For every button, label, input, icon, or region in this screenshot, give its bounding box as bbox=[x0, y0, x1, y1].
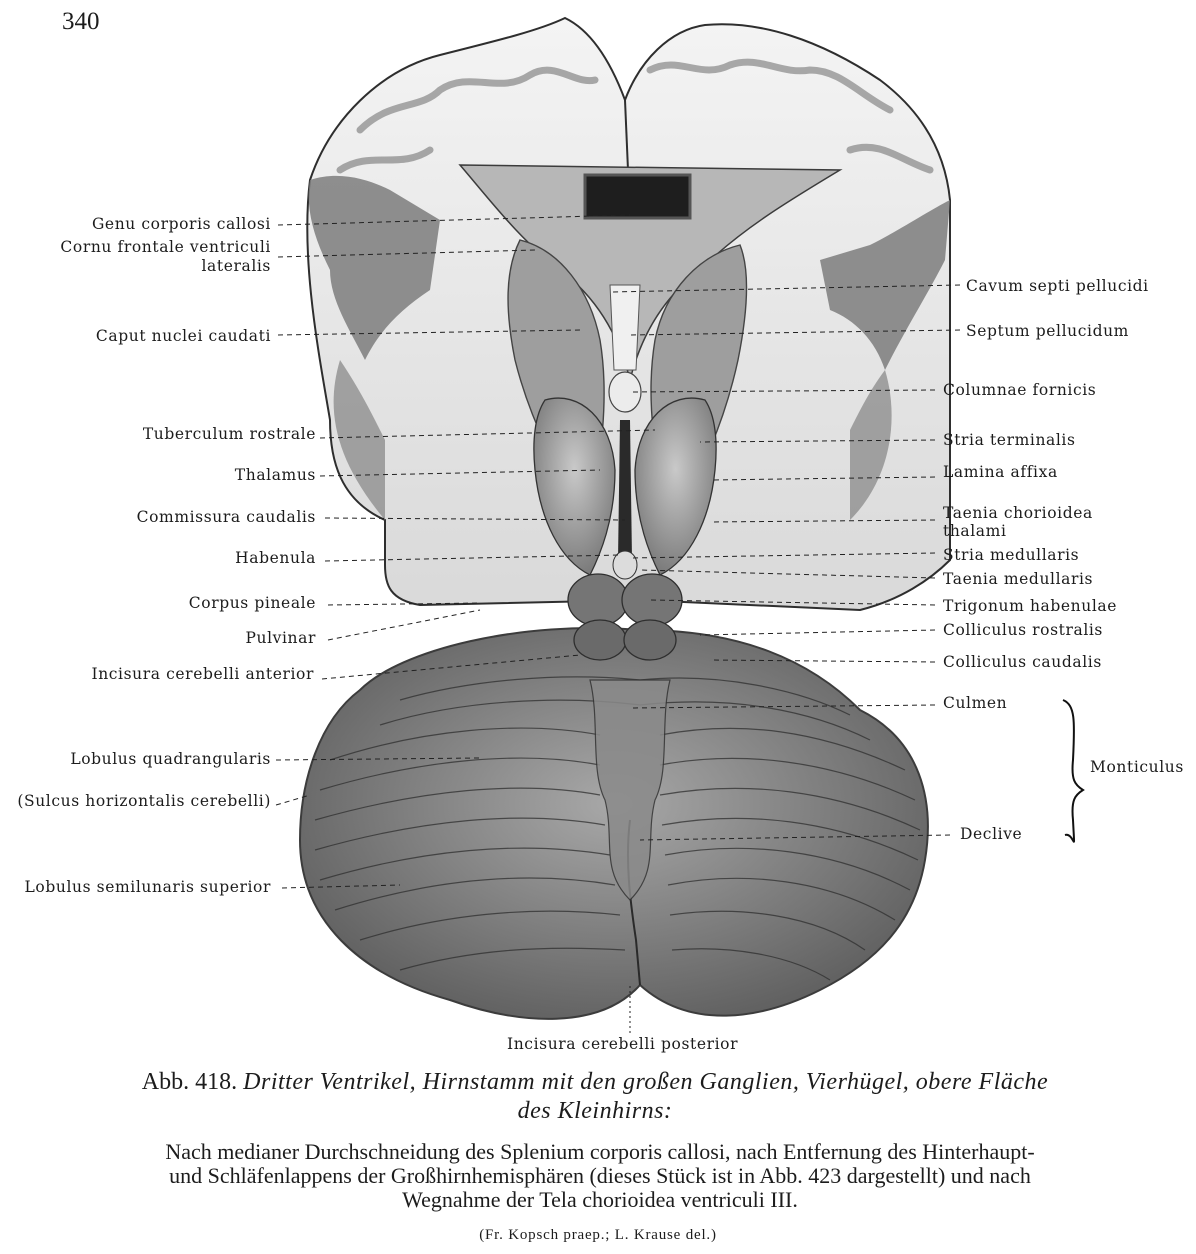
label-monticulus: Monticulus bbox=[1090, 758, 1184, 776]
caption-title-line-2: des Kleinhirns: bbox=[517, 1098, 673, 1124]
label-colliculus-caudalis: Colliculus caudalis bbox=[943, 653, 1102, 671]
label-culmen: Culmen bbox=[943, 694, 1008, 712]
caption-title-line-1: Dritter Ventrikel, Hirnstamm mit den großen Ganglien, Vierhügel, obere Fläche bbox=[243, 1069, 1049, 1095]
label-lobulus-semilunaris-superior: Lobulus semilunaris superior bbox=[24, 878, 271, 896]
page-number: 340 bbox=[62, 8, 100, 35]
label-tuberculum-rostrale: Tuberculum rostrale bbox=[142, 425, 316, 443]
figure-credit: (Fr. Kopsch praep.; L. Krause del.) bbox=[479, 1227, 717, 1243]
figure-number: Abb. 418. bbox=[141, 1069, 238, 1095]
label-cavum-septi-pellucidi: Cavum septi pellucidi bbox=[966, 277, 1149, 295]
caption-body-line-2: und Schläfenlappens der Großhirnhemisphären (dieses Stück ist in Abb. 423 dargestellt) und nach bbox=[169, 1163, 1031, 1188]
cerebellum bbox=[300, 628, 928, 1019]
label-pulvinar: Pulvinar bbox=[245, 629, 316, 647]
label-taenia-chorioidea: Taenia chorioidea bbox=[943, 504, 1093, 522]
label-genu-corporis-callosi: Genu corporis callosi bbox=[91, 215, 271, 233]
label-incisura-cerebelli-anterior: Incisura cerebelli anterior bbox=[91, 665, 314, 683]
label-incisura-cerebelli-posterior: Incisura cerebelli posterior bbox=[507, 1035, 739, 1053]
monticulus-brace bbox=[1063, 700, 1083, 842]
label-lamina-affixa: Lamina affixa bbox=[943, 463, 1058, 481]
caption-body-line-3: Wegnahme der Tela chorioidea ventriculi III. bbox=[402, 1187, 798, 1212]
caption-body-line-1: Nach medianer Durchschneidung des Splenium corporis callosi, nach Entfernung des Hinterhaupt- bbox=[165, 1139, 1035, 1164]
label-cornu-frontale-2: lateralis bbox=[201, 257, 271, 275]
label-lobulus-quadrangularis: Lobulus quadrangularis bbox=[70, 750, 271, 768]
label-colliculus-rostralis: Colliculus rostralis bbox=[943, 621, 1103, 639]
label-declive: Declive bbox=[960, 825, 1023, 843]
label-taenia-medullaris: Taenia medullaris bbox=[943, 570, 1094, 588]
label-trigonum-habenulae: Trigonum habenulae bbox=[943, 597, 1118, 615]
label-caput-nuclei-caudati: Caput nuclei caudati bbox=[95, 327, 271, 345]
label-thalamus: Thalamus bbox=[234, 466, 316, 484]
figure-caption-title bbox=[40, 1068, 1150, 1126]
label-cornu-frontale: Cornu frontale ventriculi bbox=[60, 238, 271, 256]
label-taenia-chorioidea-2: thalami bbox=[943, 522, 1007, 540]
label-habenula: Habenula bbox=[235, 549, 316, 567]
figure-caption-body bbox=[30, 1140, 1170, 1212]
label-stria-medullaris: Stria medullaris bbox=[943, 546, 1080, 564]
label-septum-pellucidum: Septum pellucidum bbox=[966, 322, 1129, 340]
label-corpus-pineale: Corpus pineale bbox=[188, 594, 316, 612]
label-stria-terminalis: Stria terminalis bbox=[943, 431, 1076, 449]
label-sulcus-horizontalis: (Sulcus horizontalis cerebelli) bbox=[17, 792, 271, 810]
label-commissura-caudalis: Commissura caudalis bbox=[136, 508, 316, 526]
label-columnae-fornicis: Columnae fornicis bbox=[943, 381, 1097, 399]
